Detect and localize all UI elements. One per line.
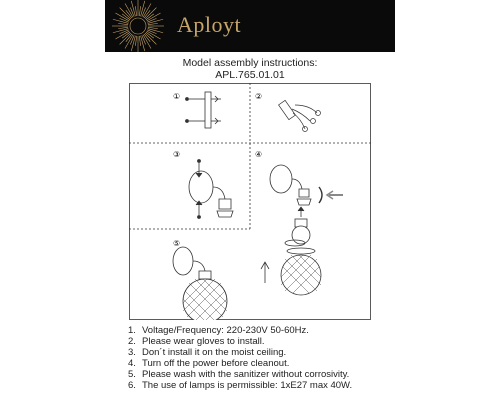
instruction-item: 3. Don´t install it on the moist ceiling. xyxy=(128,347,287,358)
sunburst-ray xyxy=(139,6,140,16)
brand-banner xyxy=(105,0,395,52)
sunburst-ray xyxy=(135,6,136,16)
instruction-item: 2. Please wear gloves to install. xyxy=(128,336,265,347)
brand-name: Aployt xyxy=(177,12,242,37)
sunburst-ray xyxy=(145,8,156,19)
step-1-label: ① xyxy=(173,92,181,101)
bracket-screws-icon xyxy=(186,92,222,128)
instruction-item: 6. The use of lamps is permissible: 1xE27 max 40W. xyxy=(128,380,353,391)
sunburst-ray xyxy=(139,36,140,46)
instruction-list xyxy=(128,325,352,391)
sunburst-ray xyxy=(118,27,128,28)
instruction-item: 1. Voltage/Frequency: 220-230V 50-60Hz. xyxy=(128,325,309,336)
sunburst-ray xyxy=(148,27,158,28)
bulb-install-icon xyxy=(270,165,343,246)
sunburst-ray xyxy=(118,23,128,24)
glass-shade-icon xyxy=(261,248,321,295)
step-2-label: ② xyxy=(255,92,263,101)
instruction-item: 4. Turn off the power before cleanout. xyxy=(128,358,290,369)
step-3-label: ③ xyxy=(173,150,181,159)
sunburst-logo-icon xyxy=(111,0,165,52)
instruction-item: 5. Please wash with the sanitizer without corrosivity. xyxy=(128,369,350,380)
wire-connection-icon xyxy=(279,100,321,131)
sunburst-ray xyxy=(135,36,136,46)
mount-base-icon xyxy=(189,160,233,219)
model-number: APL.765.01.01 xyxy=(215,69,285,81)
sunburst-ray xyxy=(120,8,131,19)
assembly-diagram xyxy=(129,83,371,320)
step-4-label: ④ xyxy=(255,150,263,159)
finished-lamp-icon xyxy=(173,247,227,320)
page-title: Model assembly instructions: xyxy=(182,57,318,69)
sunburst-ray xyxy=(145,33,156,44)
sunburst-ray xyxy=(148,23,158,24)
sunburst-ray xyxy=(120,33,131,44)
step-5-label: ⑤ xyxy=(173,239,181,248)
